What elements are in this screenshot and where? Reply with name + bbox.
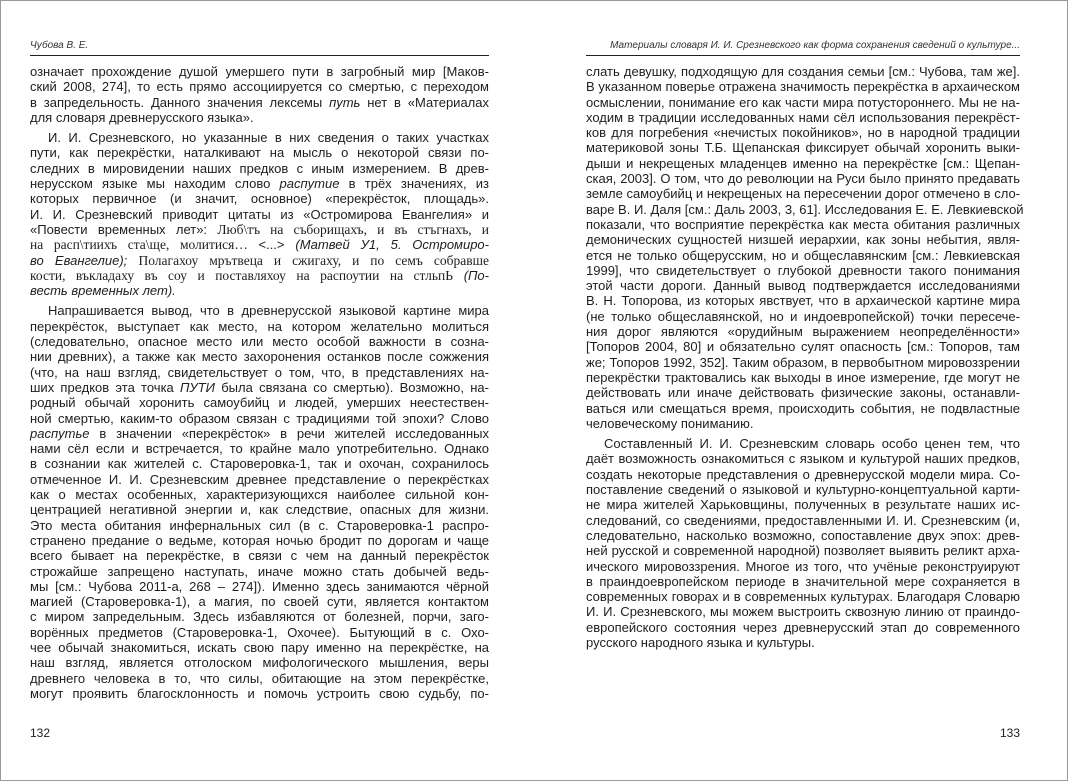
text-segment: этой части дороги. Данный вывод подтверждается исследованиями	[586, 278, 1020, 294]
text-line	[30, 548, 489, 563]
text-line	[586, 467, 1020, 482]
text-line	[30, 237, 489, 252]
text-segment: нерусском языке мы находим слово	[30, 176, 280, 192]
text-line	[586, 589, 1020, 604]
text-segment: «Повести временных лет»:	[30, 221, 218, 237]
text-line	[586, 497, 1020, 512]
text-line	[586, 451, 1020, 466]
text-segment: слать девушку, подходящую для создания семьи [см.: Чубова, там же].	[586, 64, 1020, 79]
text-segment: всего бывает на перекрёстке, в связи с чем на данный перекрёсток	[30, 548, 489, 564]
text-segment: действовать или иначе действовать физические законы, останавли-	[586, 385, 1020, 401]
text-segment: же; Топоров 1992, 352]. Таким образом, в первобытном мировоззрении	[586, 354, 1020, 370]
text-line	[586, 574, 1020, 589]
paragraph	[30, 303, 489, 701]
text-line	[586, 293, 1020, 308]
text-line	[586, 140, 1020, 155]
paragraph	[586, 64, 1024, 431]
text-segment: ский 2008, 274], то есть прямо ассоциируется со смертью, с переходом	[30, 79, 489, 95]
text-line	[30, 95, 489, 110]
text-line	[30, 110, 489, 125]
old-slavonic-quote: на расп\тиихъ ста\ще, молитися…	[30, 237, 259, 253]
text-line	[30, 349, 489, 364]
text-line	[30, 640, 489, 655]
italic-segment: (По-	[463, 267, 489, 283]
text-line	[586, 232, 1020, 247]
text-line	[30, 625, 489, 640]
text-line	[586, 201, 1024, 217]
text-line	[30, 441, 489, 456]
text-segment: демонических сущностей низшей иерархии, как зоны небытия, явля-	[586, 232, 1020, 248]
text-segment: в сознании как жителей с. Староверовка-1, так и охочан, сохранилось	[30, 456, 489, 472]
text-line	[586, 513, 1020, 528]
text-segment: перекрёсток, выступает как место, на котором желательно молиться	[30, 318, 489, 334]
header-rule	[30, 55, 489, 56]
text-segment: магией (Староверовка-1), а магия, по своей сути, является контактом	[30, 594, 489, 610]
text-segment: как о местах особенных, характеризующихся наиболее сильной кон-	[30, 487, 489, 503]
paragraph	[586, 436, 1020, 650]
text-segment: древнего человека в то, что силы, обитающие на этом перекрёстке,	[30, 670, 489, 686]
text-line	[30, 395, 489, 410]
text-segment: создать некоторые представления о древнерусской модели мира. Со-	[586, 466, 1020, 482]
text-segment: в запредельность. Данного значения лексемы	[30, 94, 330, 110]
text-line	[30, 176, 489, 191]
left-page	[30, 0, 489, 781]
text-line	[30, 686, 489, 701]
text-segment: была связана со смертью). Возможно, на-	[215, 379, 489, 395]
text-segment: ворённых предметов (Староверовка-1, Охочее). Бытующий в с. Охо-	[30, 624, 489, 640]
text-line	[586, 339, 1020, 354]
text-line	[30, 411, 489, 426]
text-line	[586, 528, 1020, 543]
text-segment: даёт возможность ознакомиться с языком и культурой наших предков,	[586, 451, 1020, 467]
text-line	[586, 355, 1020, 370]
text-segment: Напрашивается вывод, что в древнерусской языковой картине мира	[48, 303, 489, 319]
page-number: 132	[30, 726, 51, 740]
text-line	[30, 222, 489, 237]
text-line	[30, 655, 489, 670]
text-segment: ходим в традиции исследованных нами сёл использования перекрёст-	[586, 109, 1020, 125]
text-segment: ваться или смещаться время, происходить события, не подвластные	[586, 400, 1020, 416]
text-line	[586, 248, 1020, 263]
text-segment: мы [см.: Чубова 2011-а, 268 – 274]). Именно здесь занимаются чёрной	[30, 578, 489, 594]
text-line	[30, 472, 489, 487]
text-segment: строжайше запрещено наступать, иначе можно стать добычей ведь-	[30, 563, 489, 579]
text-line	[30, 207, 489, 222]
header-rule	[586, 55, 1020, 56]
text-line	[586, 171, 1020, 186]
text-segment: человеческому пониманию.	[586, 415, 754, 431]
text-segment: [Топоров 2004, 80] и обязательно сулят опасность [см.: Топоров, там	[586, 339, 1020, 355]
text-segment: чее обычай знакомиться, искать свою пару именно на перекрёстке, на	[30, 639, 489, 655]
italic-segment: (Матвей У1, 5. Остромиро-	[295, 237, 489, 253]
text-line	[30, 456, 489, 471]
text-segment: в праиндоевропейском периоде в значительной мере сохраняется в	[586, 573, 1020, 589]
paragraph	[30, 130, 489, 298]
text-segment: родный обычай хоронить самоубийц и людей, умерших неестествен-	[30, 395, 489, 411]
text-segment: В. Н. Топорова, из которых явствует, что в архаической картине мира	[586, 293, 1020, 309]
text-line	[30, 564, 489, 579]
text-line	[30, 145, 489, 160]
text-line	[586, 95, 1020, 110]
right-page	[586, 0, 1024, 781]
text-segment: ших предков эта точка	[30, 379, 181, 395]
text-segment: русского народного языка и культуры.	[586, 634, 815, 650]
text-line	[30, 579, 489, 594]
text-segment: И. И. Срезневский приводит цитаты из «Остромирова Евангелия» и	[30, 206, 489, 222]
text-line	[586, 278, 1020, 293]
page-number: 133	[999, 726, 1020, 740]
text-segment: в трёх значениях, из	[339, 176, 489, 192]
text-segment: <...>	[258, 237, 296, 253]
text-segment: ков для погребения «нечистых покойников», но в народной традиции	[586, 125, 1020, 141]
text-segment: осмыслении, понимание его как части мира потустороннего. Мы не на-	[586, 94, 1020, 110]
text-segment: И. И. Срезневского, но указанные в них сведения о таких участках	[48, 130, 489, 146]
text-segment: центрацией негативной энергии и, как следствие, опасных для жизни.	[30, 502, 489, 518]
italic-segment: ПУТИ	[180, 379, 215, 395]
text-line	[30, 130, 489, 145]
text-segment: ская, 2003]. О том, что до революции на Руси было принято предавать	[586, 171, 1020, 187]
text-segment: Составленный И. И. Срезневским словарь особо ценен тем, что	[604, 436, 1020, 452]
text-segment: странено предание о ведьме, которая ночью бродит по дорогам и чаще	[30, 532, 489, 548]
text-segment: дыши и некрещеных младенцев именно на перекрёстке [см.: Щепан-	[586, 155, 1020, 171]
text-segment: поставление сведений о языковой и культурно-концептуальной карти-	[586, 482, 1020, 498]
text-segment: которых первичное (и значит, основное) «перекрёсток, площадь».	[30, 191, 489, 207]
text-segment: могут проявить благосклонность и помочь устроить свою судьбу, по-	[30, 685, 489, 701]
text-line	[30, 609, 489, 624]
text-line	[30, 671, 489, 686]
old-slavonic-quote: Люб\тъ на съборищахъ, и въ стъгнахъ, и	[217, 221, 489, 237]
text-segment: Это места обитания инфернальных сил (в с. Староверовка-1 распро-	[30, 517, 489, 533]
text-segment: (следовательно, опасное место или место особой важности в созна-	[30, 334, 489, 350]
text-segment: современных говорах и в современных культурах. Благодаря Словарю	[586, 589, 1020, 605]
text-line	[30, 191, 489, 206]
text-segment: европейского состояния через древнерусский этап до современного	[586, 619, 1020, 635]
text-segment: В указанном поверье отражена значимость перекрёстка в архаическом	[586, 79, 1020, 95]
text-line	[586, 635, 1020, 650]
text-line	[586, 324, 1020, 339]
text-line	[586, 79, 1020, 94]
text-line	[30, 502, 489, 517]
text-segment: ной смертью, каким-то образом связан с традициями той эпохи? Слово	[30, 410, 489, 426]
text-line	[586, 217, 1020, 232]
text-line	[30, 518, 489, 533]
text-segment: пути, как перекрёстки, наталкивают на мысль о некоторой связи по-	[30, 145, 489, 161]
text-line	[30, 594, 489, 609]
text-line	[586, 401, 1020, 416]
text-line	[586, 604, 1020, 619]
text-segment: материковой зоны Т.Б. Щепанская фиксирует обычай хоронить выки-	[586, 140, 1020, 156]
page-body	[586, 64, 1024, 655]
text-segment: перекрёстки трактовались как выходы в иное измерение, где могут не	[586, 369, 1020, 385]
text-line	[586, 543, 1020, 558]
text-line	[30, 380, 489, 395]
text-line	[586, 385, 1020, 400]
text-segment: варе В. И. Даля [см.: Даль 2003, 3, 61]. Исследования Е. Е. Левкиевской	[586, 201, 1024, 217]
text-segment	[127, 253, 138, 268]
text-segment: (что, на наш взгляд, свидетельствует о том, что, в представлениях на-	[30, 364, 489, 380]
text-line	[586, 436, 1020, 451]
text-line	[30, 303, 489, 318]
text-segment: в значении «перекрёсток» в речи жителей исследованных	[89, 425, 489, 441]
text-segment: для словаря древнерусского языка».	[30, 109, 254, 125]
text-line	[30, 79, 489, 94]
page-body	[30, 64, 489, 706]
text-segment: следований, со сведениями, предоставленными И. И. Срезневским (и,	[586, 512, 1020, 528]
text-segment: ется не только общерусским, но и общеславянским [см.: Левкиевская	[586, 247, 1020, 263]
italic-segment: распутие	[279, 176, 340, 192]
text-segment: земле самоубийц и некрещеных на пересечении дорог отмечено в сло-	[586, 186, 1020, 202]
text-segment: с миром запредельным. Здесь избавляются от болезней, порчи, заго-	[30, 609, 489, 625]
text-line	[30, 334, 489, 349]
text-line	[30, 161, 489, 176]
old-slavonic-quote: Полагахоу мрътвеца и сжигаху, и по семъ собравше	[138, 252, 489, 268]
text-line	[586, 416, 1020, 431]
italic-segment: во Евангелие);	[30, 252, 128, 268]
text-segment: ния дорог являются «орудийным выражением неопределённости»	[586, 324, 1020, 340]
running-head-title: Материалы словаря И. И. Срезневского как форма сохранения сведений о культуре...	[610, 40, 1020, 51]
text-line	[30, 268, 489, 283]
text-segment: следовательно, насколько возможно, сопоставление двух эпох: древ-	[586, 527, 1020, 543]
text-line	[30, 283, 489, 298]
text-line	[30, 319, 489, 334]
text-line	[586, 186, 1020, 201]
text-segment: следних в мировидении наших предков с иным измерением. В древ-	[30, 160, 489, 176]
text-segment: нии древних), а также как место захоронения останков после сожжения	[30, 349, 489, 365]
text-line	[586, 559, 1020, 574]
text-line	[30, 64, 489, 79]
text-segment: 1999], что свидетельствует о глубокой древности такого понимания	[586, 262, 1020, 278]
text-line	[586, 110, 1020, 125]
text-line	[30, 487, 489, 502]
text-line	[586, 620, 1020, 635]
text-line	[30, 426, 489, 441]
text-line	[30, 253, 489, 268]
text-segment: И. И. Срезневского, мы можем выстроить сквозную линию от праиндо-	[586, 604, 1020, 620]
italic-segment: весть временных лет).	[30, 283, 176, 299]
text-segment: нет в «Материалах	[360, 94, 489, 110]
text-line	[30, 533, 489, 548]
text-segment: не мира жителей Харьковщины, полученных в результате наших ис-	[586, 497, 1020, 513]
text-line	[586, 263, 1020, 278]
old-slavonic-quote: кости, въкладаху въ соу и поставляхоу на распоутии на стльпЬ	[30, 267, 453, 283]
text-segment: ней русской и современной народной) позволяет выявить реликт арха-	[586, 543, 1020, 559]
text-line	[586, 64, 1020, 79]
text-segment: означает прохождение душой умершего пути в загробный мир [Маков-	[30, 64, 489, 79]
text-segment	[453, 268, 464, 283]
text-line	[586, 125, 1020, 140]
text-segment: отмеченное И. И. Срезневским древнее представление о перекрёстках	[30, 471, 489, 487]
text-line	[586, 156, 1020, 171]
text-segment: наш взгляд, является отголоском мифологического мышления, веры	[30, 655, 489, 671]
text-segment: показали, что восприятие перекрёстка как места обитания различных	[586, 216, 1020, 232]
text-line	[586, 482, 1020, 497]
paragraph	[30, 64, 489, 125]
text-line	[586, 370, 1020, 385]
italic-segment: распутье	[30, 425, 90, 441]
text-line	[30, 365, 489, 380]
text-segment: ического мировоззрения. Многое из того, что учёные реконструируют	[586, 558, 1020, 574]
text-segment: нами сёл если и встречается, то крайне мало употребительно. Однако	[30, 441, 489, 457]
text-line	[586, 309, 1020, 324]
text-segment: (не только общеславянской, но и индоевропейской) точки пересече-	[586, 308, 1020, 324]
running-head-author: Чубова В. Е.	[30, 40, 89, 51]
italic-segment: путь	[329, 94, 361, 110]
